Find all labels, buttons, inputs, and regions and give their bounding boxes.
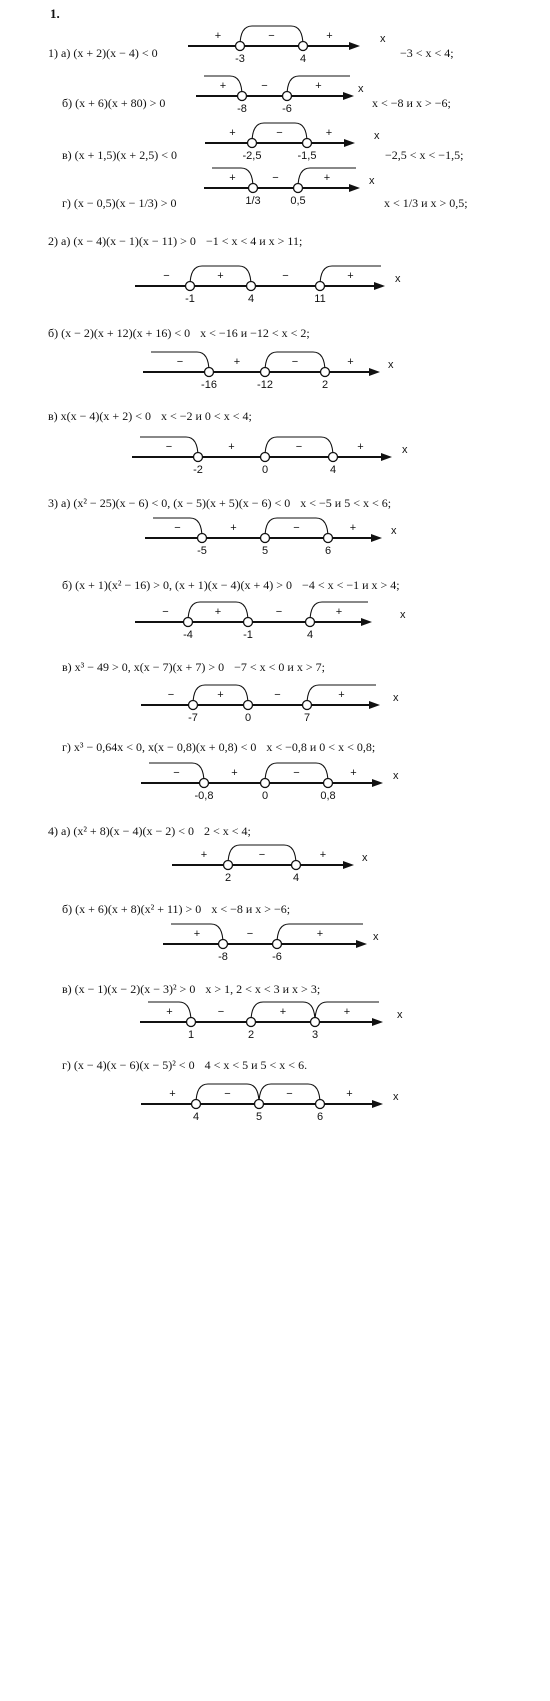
interval-sign: − [293,522,300,534]
problem-label: б) [48,326,59,340]
tick-label: -7 [188,712,198,724]
interval-sign: − [275,606,283,618]
interval-sign: − [173,767,180,779]
interval-sign: + [357,441,364,453]
interval-sign: − [276,127,283,139]
axis-label: x [358,83,364,95]
solution-3c: −7 < x < 0 и x > 7; [234,660,325,674]
interval-sign: − [258,849,266,861]
problem-label: 3) а) [48,496,71,510]
problem-expr: (x + 1,5)(x + 2,5) < 0 [74,148,177,162]
tick-label: -3 [235,53,245,65]
interval-sign: − [174,522,181,534]
problem-label: г) [62,196,71,210]
solution-3b: −4 < x < −1 и x > 4; [302,578,400,592]
interval-sign: + [350,767,357,779]
interval-sign: + [347,356,354,368]
problem-label: в) [62,982,72,996]
axis-label: x [395,273,401,285]
problem-label: г) [62,1058,71,1072]
tick-label: -8 [218,951,228,963]
problem-label: б) [62,578,73,592]
interval-sign: − [268,30,275,42]
interval-sign: + [230,522,237,534]
tick-label: 2 [247,1029,255,1041]
problem-expr: (x − 1)(x − 2)(x − 3)² > 0 [74,982,196,996]
interval-sign: − [176,356,184,368]
interval-sign: + [229,172,236,184]
tick-label: 4 [247,293,255,305]
axis-label: x [397,1009,403,1021]
tick-label: -5 [197,545,207,557]
problem-expr: (x + 6)(x + 8)(x² + 11) > 0 [75,902,202,916]
solution-3a: x < −5 и 5 < x < 6; [300,496,392,510]
tick-label: 2 [321,379,329,391]
problem-expr: x³ − 0,64x < 0, x(x − 0,8)(x + 0,8) < 0 [73,740,257,754]
open-point [192,1100,201,1109]
interval-sign: − [293,767,300,779]
interval-sign: + [233,356,241,368]
interval-sign: + [231,767,238,779]
tick-label: -6 [282,103,292,115]
axis-arrow [372,1100,383,1108]
axis-label: x [393,770,399,782]
problem-expr: (x − 4)(x − 1)(x − 11) > 0 [73,234,196,248]
axis-label: x [391,525,397,537]
solution-4c: x > 1, 2 < x < 3 и x > 3; [205,982,321,996]
interval-sign: − [217,1006,225,1018]
open-point [255,1100,264,1109]
interval-sign: + [217,270,224,282]
axis-label: x [400,609,406,621]
tick-label: 0 [244,712,252,724]
problem-expr: (x² − 25)(x − 6) < 0, (x − 5)(x + 5)(x − 6) < 0 [73,496,291,510]
solution-4a: 2 < x < 4; [203,824,251,838]
tick-label: 4 [329,464,337,476]
problem-expr: (x + 1)(x² − 16) > 0, (x + 1)(x − 4)(x + 4) > 0 [75,578,293,592]
tick-label: 3 [311,1029,319,1041]
interval-sign: + [338,689,345,701]
interval-sign: + [315,80,322,92]
problem-label: б) [62,96,73,110]
interval-sign: − [286,1088,293,1100]
tick-label: 4 [292,872,300,884]
solution-2c: x < −2 и 0 < x < 4; [160,409,252,423]
solution-2b: x < −16 и −12 < x < 2; [200,326,310,340]
tick-label: -2 [193,464,203,476]
problem-label: б) [62,902,73,916]
axis-label: x [369,175,375,187]
tick-label: 0 [261,790,269,802]
interval-sign: + [214,30,222,42]
interval-sign: − [295,441,303,453]
problem-label: 4) а) [48,824,71,838]
problem-label: в) [48,409,58,423]
interval-sign: + [316,928,324,940]
solution-1a: −3 < x < 4; [400,46,454,60]
interval-sign: − [162,606,169,618]
tick-label: 5 [261,545,269,557]
problem-label: в) [62,660,72,674]
problem-expr: x³ − 49 > 0, x(x − 7)(x + 7) > 0 [74,660,225,674]
tick-label: 1 [187,1029,195,1041]
interval-sign: + [343,1006,351,1018]
interval-sign: + [325,127,333,139]
solution-3d: x < −0,8 и 0 < x < 0,8; [266,740,376,754]
heading: 1. [50,6,60,21]
interval-sign: − [291,356,299,368]
tick-label: -8 [237,103,247,115]
tick-label: 7 [303,712,311,724]
tick-label: 4 [192,1111,200,1123]
open-point [316,1100,325,1109]
interval-sign: − [165,441,173,453]
tick-label: -1,5 [297,150,317,162]
tick-label: 11 [314,293,326,305]
problem-expr: (x − 2)(x + 12)(x + 16) < 0 [61,326,191,340]
problem-expr: (x + 6)(x + 80) > 0 [75,96,166,110]
axis-label: x [402,444,408,456]
problem-label: 1) а) [48,46,71,60]
tick-label: 0 [261,464,269,476]
axis-label: x [393,692,399,704]
tick-label: -1 [243,629,253,641]
tick-label: 4 [299,53,307,65]
interval-sign: + [219,80,227,92]
axis-label: x [374,130,380,142]
problem-label: в) [62,148,72,162]
interval-sign: + [335,606,343,618]
interval-sign: − [167,689,175,701]
problem-expr: (x² + 8)(x − 4)(x − 2) < 0 [73,824,194,838]
interval-sign: + [319,849,327,861]
tick-label: -2,5 [242,150,262,162]
interval-sign: + [228,441,235,453]
tick-label: -4 [183,629,193,641]
problem-expr: (x + 2)(x − 4) < 0 [73,46,158,60]
interval-sign: + [214,606,222,618]
interval-sign: + [279,1006,287,1018]
solution-4b: x < −8 и x > −6; [211,902,291,916]
problem-expr: (x − 0,5)(x − 1/3) > 0 [73,196,177,210]
axis-label: x [393,1091,399,1103]
interval-sign: + [326,30,333,42]
solution-1c: −2,5 < x < −1,5; [385,148,464,162]
tick-label: -0,8 [194,790,214,802]
solution-4d: 4 < x < 5 и 5 < x < 6. [204,1058,308,1072]
tick-label: 6 [324,545,332,557]
interval-sign: − [274,689,281,701]
interval-sign: + [169,1088,176,1100]
interval-sign: + [229,127,236,139]
interval-sign: + [347,270,354,282]
interval-sign: − [261,80,268,92]
tick-label: 6 [316,1111,324,1123]
tick-label: 0,8 [320,790,336,802]
interval-sign: − [163,270,170,282]
interval-sign: − [282,270,289,282]
axis-label: x [388,359,394,371]
solution-1b: x < −8 и x > −6; [372,96,451,110]
interval-sign: + [323,172,331,184]
interval-sign: + [217,689,224,701]
interval-sign: + [193,928,201,940]
tick-label: 1/3 [245,195,261,207]
problem-expr: (x − 4)(x − 6)(x − 5)² < 0 [73,1058,195,1072]
solution-1d: x < 1/3 и x > 0,5; [384,196,468,210]
problem-label: г) [62,740,71,754]
interval-sign: − [246,928,254,940]
problem-expr: x(x − 4)(x + 2) < 0 [60,409,151,423]
tick-label: 5 [255,1111,263,1123]
tick-label: 2 [224,872,232,884]
interval-sign: + [349,522,357,534]
interval-sign: + [346,1088,353,1100]
tick-label: -1 [185,293,195,305]
axis-label: x [380,33,386,45]
problem-label: 2) а) [48,234,71,248]
tick-label: 4 [306,629,314,641]
interval-sign: + [166,1006,173,1018]
solution-2a: −1 < x < 4 и x > 11; [205,234,303,248]
interval-sign: − [224,1088,231,1100]
interval-sign: − [272,172,279,184]
axis-label: x [362,852,368,864]
tick-label: -6 [272,951,282,963]
tick-label: -16 [201,379,217,391]
interval-sign: + [200,849,208,861]
tick-label: 0,5 [290,195,306,207]
axis-label: x [373,931,379,943]
tick-label: -12 [257,379,273,391]
